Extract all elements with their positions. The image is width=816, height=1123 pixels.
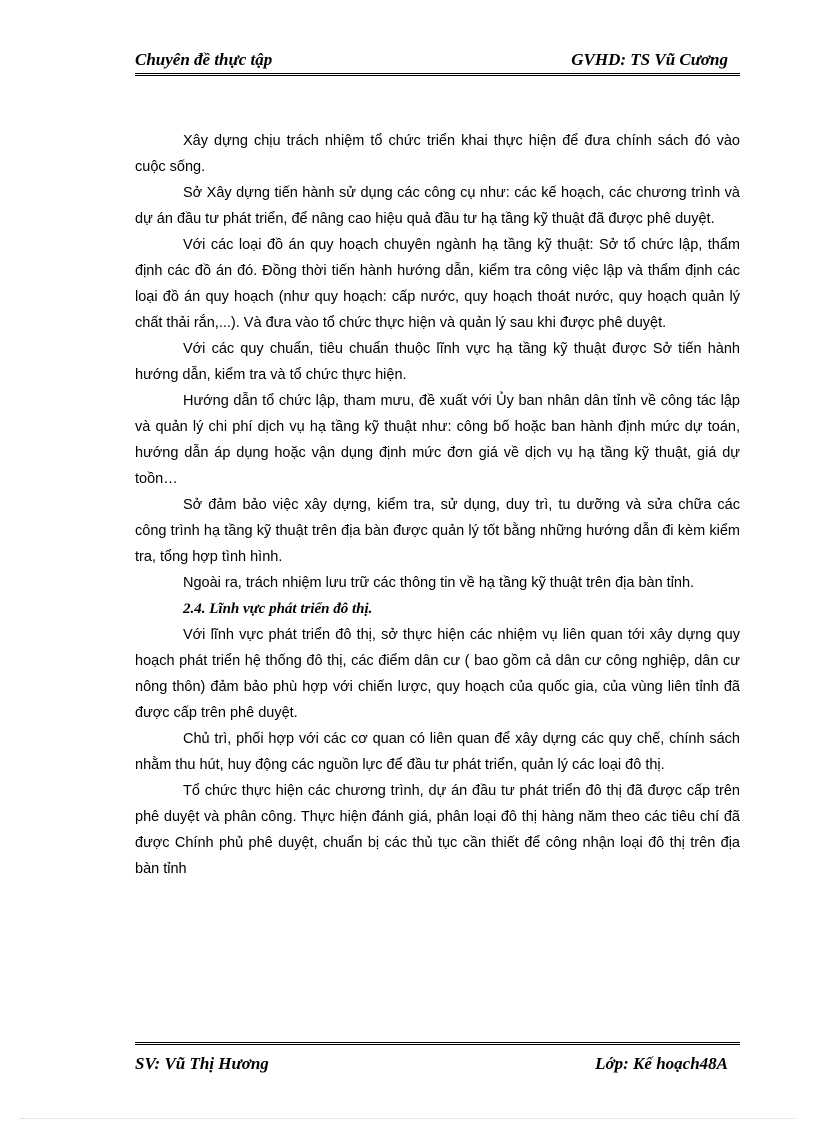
body-text [135,128,740,882]
paragraph: Hướng dẫn tổ chức lập, tham mưu, đề xuất với Ủy ban nhân dân tỉnh về công tác lập và quản lý chi phí dịch vụ hạ tầng kỹ thuật như: công bố hoặc ban hành định mức dự toán, hướng dẫn áp dụng hoặc vận dụng định mức đơn giá về dịch vụ hạ tầng kỹ thuật, giá dự toồn… [135,393,740,487]
page-header [135,50,740,74]
paragraph: Ngoài ra, trách nhiệm lưu trữ các thông tin về hạ tầng kỹ thuật trên địa bàn tỉnh. [183,575,695,591]
paragraph: Chủ trì, phối hợp với các cơ quan có liên quan để xây dựng các quy chế, chính sách nhằm thu hút, huy động các nguồn lực để đầu tư phát triển, quản lý các loại đô thị. [135,731,740,773]
header-rule [135,73,740,76]
paragraph: Sở Xây dựng tiến hành sử dụng các công cụ như: các kế hoạch, các chương trình và dự án đầu tư phát triển, để nâng cao hiệu quả đầu tư hạ tầng kỹ thuật đã được phê duyệt. [135,185,740,227]
paragraph: Với lĩnh vực phát triển đô thị, sở thực hiện các nhiệm vụ liên quan tới xây dựng quy hoạch phát triển hệ thống đô thị, các điểm dân cư ( bao gồm cả dân cư công nghiệp, dân cư nông thôn) đảm bảo phù hợp với chiến lược, quy hoạch của quốc gia, của vùng liên tỉnh đã được cấp trên phê duyệt. [135,627,740,721]
paragraph: Xây dựng chịu trách nhiệm tổ chức triển khai thực hiện để đưa chính sách đó vào cuộc sống. [135,133,740,175]
footer-student: SV: Vũ Thị Hương [135,1054,269,1073]
paragraph: Với các quy chuẩn, tiêu chuẩn thuộc lĩnh vực hạ tầng kỹ thuật được Sở tiến hành hướng dẫn, kiểm tra và tổ chức thực hiện. [135,341,740,383]
header-title: Chuyên đề thực tập [135,50,273,69]
section-heading: 2.4. Lĩnh vực phát triển đô thị. [183,601,373,617]
footer-rule [135,1042,740,1045]
header-supervisor: GVHD: TS Vũ Cương [571,50,728,69]
paragraph: Với các loại đồ án quy hoạch chuyên ngành hạ tầng kỹ thuật: Sở tổ chức lập, thẩm định các đồ án đó. Đồng thời tiến hành hướng dẫn, kiểm tra công việc lập và thẩm định các loại đồ án quy hoạch (như quy hoạch: cấp nước, quy hoạch thoát nước, quy hoạch quản lý chất thải rắn,...). Và đưa vào tổ chức thực hiện và quản lý sau khi được phê duyệt. [135,237,740,331]
paragraph: Sở đảm bảo việc xây dựng, kiểm tra, sử dụng, duy trì, tu dưỡng và sửa chữa các công trình hạ tầng kỹ thuật trên địa bàn được quản lý tốt bằng những hướng dẫn đi kèm kiểm tra, tổng hợp tình hình. [135,497,740,565]
page-bottom-dotted-line [20,1118,796,1119]
paragraph: Tổ chức thực hiện các chương trình, dự án đầu tư phát triển đô thị đã được cấp trên phê duyệt và phân công. Thực hiện đánh giá, phân loại đô thị hàng năm theo các tiêu chí đã được Chính phủ phê duyệt, chuẩn bị các thủ tục cần thiết để công nhận loại đô thị trên địa bàn tỉnh [135,783,740,877]
page-footer [135,1054,740,1078]
footer-class: Lớp: Kế hoạch48A [595,1054,728,1073]
